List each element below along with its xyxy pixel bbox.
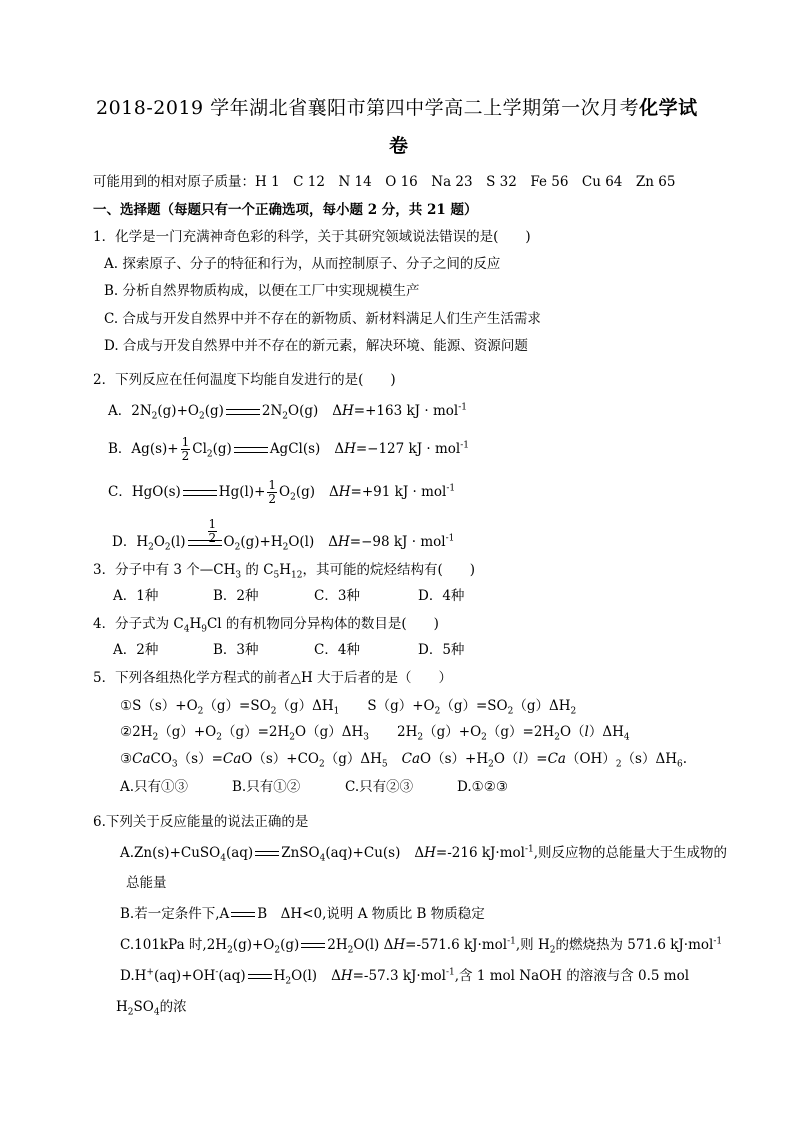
q3-stem: 3．分子中有 3 个$—CH_3$ 的 $C_5H_{12}$，其可能的烷烃结构有( ) <box>93 562 476 581</box>
q5-item-3: $③CaCO_3(s)=CaO(s)+CO_2(g)\Delta H_5$ $CaO(s)+H_2O(l)=Ca(OH)_2(s)\Delta H_6$. <box>120 751 688 770</box>
q1-option-a: A. 探索原子、分子的特征和行为，从而控制原子、分子之间的反应 <box>104 256 501 272</box>
q3-option-d: D．4种 <box>418 588 465 604</box>
atomic-masses: 可能用到的相对原子质量：H 1 C 12 N 14 O 16 Na 23 S 32 Fe 56 Cu 64 Zn 65 <box>93 174 676 190</box>
q5-option-b: B.只有①② <box>232 779 301 795</box>
q2-option-c: C．HgO(s) Hg(l)+ $\frac{1}{2}$ $O_2(g)$ ΔH=+91 kJ · mol$^{-1}$ <box>108 478 456 506</box>
q5-option-a: A.只有①③ <box>120 779 189 795</box>
q1-option-d: D. 合成与开发自然界中并不存在的新元素，解决环境、能源、资源问题 <box>104 338 528 354</box>
q5-item-2: $②2H_2(g)+O_2(g)=2H_2O(g)\Delta H_3$ $2H_2(g)+O_2(g)=2H_2O(l)\Delta H_4$ <box>120 724 630 743</box>
q4-option-b: B．3种 <box>213 642 259 658</box>
q6-option-d: D.H+(aq)+OH-(aq) $H_2O(l)$ ΔH=-57.3 kJ·mol$^{-1}$,含 1 mol NaOH 的溶液与含 0.5 mol <box>120 967 690 987</box>
q5-option-c: C.只有②③ <box>345 779 414 795</box>
q6-option-a: A.Zn(s)+CuSO$_4$(aq) ZnSO$_4$(aq)+Cu(s) ΔH=-216 kJ·mol$^{-1}$,则反应物的总能量大于生成物的 <box>120 844 728 864</box>
q5-option-d: D.①②③ <box>457 779 508 795</box>
section-heading: 一、选择题（每题只有一个正确选项，每小题 2 分，共 21 题） <box>93 202 478 218</box>
q6-option-a-cont: 总能量 <box>126 875 167 891</box>
q6-option-c: C.101kPa 时$,2H_2(g)+O_2(g)$ $2H_2O(l)$ ΔH=-571.6 kJ·mol$^{-1}$,则 $H_2$的燃烧热为 571.6 kJ·mol$^{-1}$ <box>120 936 723 956</box>
q1-option-c: C. 合成与开发自然界中并不存在的新物质、新材料满足人们生产生活需求 <box>104 311 541 327</box>
page-title-line2: 卷 <box>389 135 409 157</box>
q3-option-c: C．3种 <box>314 588 360 604</box>
q6-option-d-cont: $H_2SO_4$的浓 <box>116 999 187 1018</box>
title-main: 2018-2019 学年湖北省襄阳市第四中学高二上学期第一次月考 <box>96 97 640 119</box>
q2-stem: 2．下列反应在任何温度下均能自发进行的是( ) <box>93 372 396 388</box>
q1-stem: 1．化学是一门充满神奇色彩的科学，关于其研究领域说法错误的是( ) <box>93 229 531 245</box>
page-title <box>96 98 698 118</box>
q4-option-c: C．4种 <box>314 642 360 658</box>
q4-option-a: A．2种 <box>113 642 159 658</box>
q3-option-b: B．2种 <box>213 588 259 604</box>
q5-stem: 5．下列各组热化学方程式的前者△H 大于后者的是（ ） <box>93 670 453 686</box>
title-bold: 化学试 <box>639 97 698 119</box>
q6-option-b: B.若一定条件下,A B ΔH<0,说明 A 物质比 B 物质稳定 <box>120 906 485 922</box>
q4-stem: 4．分子式为 $C_4H_9Cl$ 的有机物同分异构体的数目是( ) <box>93 616 439 635</box>
q3-option-a: A．1种 <box>113 588 159 604</box>
q2-option-b: B．Ag(s)+ $\frac{1}{2}$ $Cl_2(g)$ AgCl(s) ΔH=−127 kJ · mol$^{-1}$ <box>108 435 470 463</box>
q2-option-d: D．$H_2O_2(l)$ $\frac{1}{2}$ $O_2(g)+H_2O(l)$ ΔH=−98 kJ · mol$^{-1}$ <box>112 517 455 553</box>
q5-item-1: $①S(s)+O_2(g)=SO_2(g)\Delta H_1$ $S(g)+O_2(g)=SO_2(g)\Delta H_2$ <box>120 698 577 717</box>
q2-option-a: A．$2N_2(g)+O_2(g)$ $2N_2O(g)$ ΔH=+163 kJ · mol$^{-1}$ <box>108 402 467 422</box>
q4-option-d: D．5种 <box>418 642 465 658</box>
q1-option-b: B. 分析自然界物质构成，以便在工厂中实现规模生产 <box>104 283 420 299</box>
q6-stem: 6.下列关于反应能量的说法正确的是 <box>93 814 309 830</box>
